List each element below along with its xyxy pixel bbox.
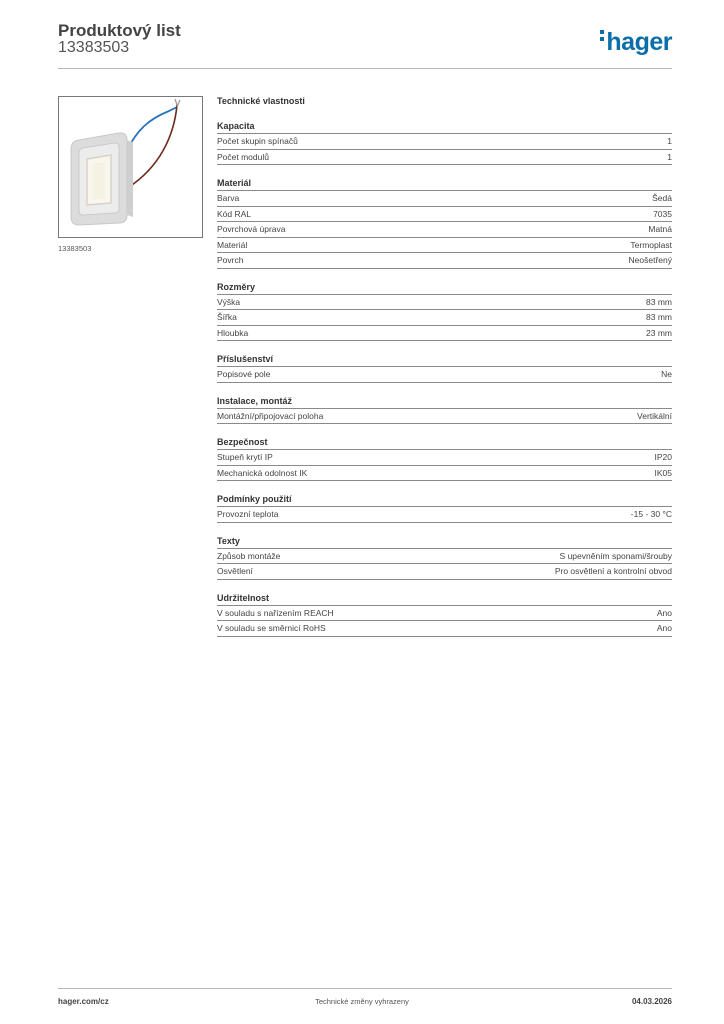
- spec-section: [217, 280, 672, 342]
- specs-sections: [217, 119, 672, 637]
- section-title: Texty: [217, 534, 672, 549]
- spec-label: Výška: [217, 296, 241, 307]
- spec-row: [217, 191, 672, 207]
- spec-row: [217, 134, 672, 150]
- section-title: Příslušenství: [217, 352, 672, 367]
- spec-label: V souladu se směrnicí RoHS: [217, 623, 326, 633]
- footer-divider: [58, 988, 672, 989]
- spec-section: [217, 119, 672, 165]
- spec-value: Neošetřený: [628, 255, 672, 265]
- footer-date: 04.03.2026: [631, 997, 672, 1006]
- section-title: Podmínky použití: [217, 492, 672, 507]
- spec-row: [217, 207, 672, 223]
- spec-label: Způsob montáže: [217, 550, 281, 561]
- spec-label: Barva: [217, 193, 240, 203]
- spec-value: 83 mm: [646, 312, 672, 322]
- spec-row: [217, 466, 672, 482]
- spec-label: Povrch: [217, 255, 244, 265]
- spec-label: Osvětlení: [217, 566, 253, 576]
- spec-row: [217, 621, 672, 637]
- product-image: [58, 96, 203, 238]
- spec-label: V souladu s nařízením REACH: [217, 607, 334, 618]
- header: [58, 18, 672, 70]
- spec-label: Počet skupin spínačů: [217, 136, 298, 146]
- section-title: Instalace, montáž: [217, 394, 672, 409]
- page-title: Produktový list: [58, 21, 181, 40]
- section-title: Kapacita: [217, 119, 672, 134]
- spec-row: [217, 450, 672, 466]
- spec-value: Matná: [648, 224, 672, 234]
- hager-logo: [600, 28, 672, 57]
- spec-label: Montážní/připojovací poloha: [217, 410, 324, 421]
- header-divider: [58, 68, 672, 69]
- logo-text: hager: [606, 28, 672, 56]
- spec-label: Provozní teplota: [217, 509, 279, 519]
- spec-label: Povrchová úprava: [217, 224, 286, 234]
- spec-section: [217, 394, 672, 425]
- spec-row: [217, 606, 672, 622]
- section-title: Bezpečnost: [217, 435, 672, 450]
- spec-value: Šedá: [652, 193, 672, 203]
- spec-row: [217, 326, 672, 342]
- spec-value: 1: [667, 151, 672, 162]
- spec-row: [217, 564, 672, 580]
- footer-website: hager.com/cz: [58, 997, 109, 1006]
- spec-row: [217, 549, 672, 565]
- spec-value: IP20: [654, 452, 672, 462]
- spec-value: Ano: [656, 623, 672, 633]
- spec-value: Vertikální: [637, 410, 672, 421]
- spec-value: S upevněním sponami/šrouby: [559, 550, 672, 561]
- spec-value: 83 mm: [646, 296, 672, 307]
- spec-label: Popisové pole: [217, 369, 271, 379]
- spec-value: 7035: [653, 208, 672, 219]
- spec-row: [217, 238, 672, 254]
- spec-row: [217, 507, 672, 523]
- section-title: Rozměry: [217, 280, 672, 295]
- image-caption: 13383503: [58, 244, 92, 253]
- spec-row: [217, 150, 672, 166]
- spec-section: [217, 591, 672, 637]
- specs-table: [217, 94, 672, 637]
- spec-section: [217, 176, 672, 269]
- spec-section: [217, 435, 672, 481]
- spec-label: Šířka: [217, 312, 237, 322]
- spec-row: [217, 409, 672, 425]
- spec-row: [217, 253, 672, 269]
- spec-value: -15 - 30 °C: [630, 509, 672, 519]
- spec-section: [217, 352, 672, 383]
- spec-value: Ano: [656, 607, 672, 618]
- spec-label: Mechanická odolnost IK: [217, 467, 308, 478]
- spec-value: Ne: [661, 369, 672, 379]
- spec-label: Hloubka: [217, 327, 249, 338]
- spec-value: IK05: [654, 467, 672, 478]
- section-title: Materiál: [217, 176, 672, 191]
- product-photo-icon: [59, 97, 202, 237]
- spec-value: 1: [667, 136, 672, 146]
- spec-section: [217, 534, 672, 580]
- spec-value: 23 mm: [646, 327, 672, 338]
- spec-section: [217, 492, 672, 523]
- spec-row: [217, 222, 672, 238]
- product-code: 13383503: [58, 39, 130, 56]
- spec-label: Počet modulů: [217, 151, 269, 162]
- spec-label: Stupeň krytí IP: [217, 452, 273, 462]
- spec-label: Kód RAL: [217, 208, 252, 219]
- spec-row: [217, 295, 672, 311]
- spec-row: [217, 367, 672, 383]
- spec-label: Materiál: [217, 239, 248, 250]
- footer-notice: Technické změny vyhrazeny: [315, 997, 409, 1006]
- spec-row: [217, 310, 672, 326]
- spec-value: Termoplast: [630, 239, 672, 250]
- logo-colon-icon: [600, 30, 604, 44]
- section-title: Udržitelnost: [217, 591, 672, 606]
- specs-title: Technické vlastnosti: [217, 96, 305, 106]
- spec-value: Pro osvětlení a kontrolní obvod: [554, 566, 672, 576]
